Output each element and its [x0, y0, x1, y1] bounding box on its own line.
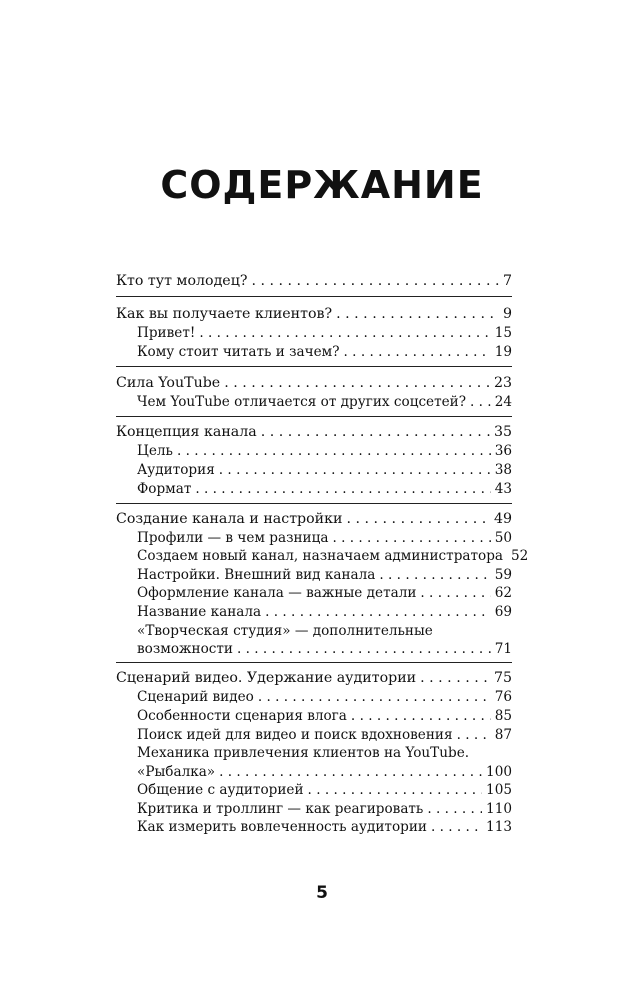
toc-page-number: 35 — [493, 424, 512, 440]
toc-section-title: Механика привлечения клиентов на YouTube. — [137, 745, 470, 761]
toc-section[interactable] — [137, 343, 512, 361]
dot-leader — [470, 393, 491, 411]
toc-section[interactable] — [137, 480, 512, 498]
toc-page-number: 76 — [494, 689, 512, 705]
toc-section[interactable] — [137, 529, 512, 547]
toc-section[interactable] — [137, 461, 512, 479]
toc-section-continued[interactable] — [137, 640, 512, 658]
toc-section[interactable] — [137, 818, 512, 836]
dot-leader — [420, 669, 490, 687]
dot-leader — [431, 818, 482, 836]
dot-leader — [261, 423, 490, 441]
toc-page-number: 85 — [494, 708, 512, 724]
toc-chapter-title: Сценарий видео. Удержание аудитории — [116, 670, 417, 686]
toc-section-title: Создаем новый канал, назначаем администратора — [137, 548, 504, 564]
toc-page-number: 23 — [493, 375, 512, 391]
toc-page-number: 69 — [494, 604, 512, 620]
dot-leader — [332, 529, 490, 547]
toc-chapter[interactable] — [116, 423, 512, 441]
toc-chapter[interactable] — [116, 669, 512, 687]
divider — [116, 366, 512, 367]
toc-page-number: 9 — [502, 306, 512, 322]
toc-page-number: 113 — [486, 819, 512, 835]
dot-leader — [224, 374, 490, 392]
toc-page-number: 43 — [494, 481, 512, 497]
dot-leader — [251, 272, 499, 290]
toc-section-title: Чем YouTube отличается от других соцсетей? — [137, 394, 467, 410]
dot-leader — [195, 480, 490, 498]
dot-leader — [265, 603, 491, 621]
toc-section-title: Название канала — [137, 604, 262, 620]
toc-section[interactable] — [137, 442, 512, 460]
toc-section[interactable] — [137, 707, 512, 725]
dot-leader — [457, 726, 491, 744]
toc-page-number: 100 — [486, 764, 512, 780]
toc-section[interactable] — [137, 744, 512, 762]
toc-page-number: 15 — [494, 325, 512, 341]
toc-section[interactable] — [137, 547, 529, 565]
page-title: СОДЕРЖАНИЕ — [160, 163, 484, 207]
toc-section-title: Кому стоит читать и зачем? — [137, 344, 340, 360]
toc-section[interactable] — [137, 566, 512, 584]
divider — [116, 503, 512, 504]
dot-leader — [351, 707, 491, 725]
toc-section-title: Аудитория — [137, 462, 215, 478]
toc-section-title: Профили — в чем разница — [137, 530, 329, 546]
toc-page-number: 36 — [494, 443, 512, 459]
toc-section-title: возможности — [137, 641, 233, 657]
toc-section-title: Формат — [137, 481, 192, 497]
toc-page-number: 7 — [502, 273, 512, 289]
toc-section[interactable] — [137, 781, 512, 799]
toc-section[interactable] — [137, 393, 512, 411]
toc-page-number: 105 — [486, 782, 512, 798]
dot-leader — [379, 566, 490, 584]
divider — [116, 296, 512, 297]
toc-section[interactable] — [137, 800, 512, 818]
toc-section-title: Поиск идей для видео и поиск вдохновения — [137, 727, 453, 743]
toc-section-title: Настройки. Внешний вид канала — [137, 567, 376, 583]
dot-leader — [344, 343, 491, 361]
dot-leader — [237, 640, 491, 658]
toc-page-number: 24 — [494, 394, 512, 410]
toc-section-title: Цель — [137, 443, 173, 459]
toc-page-number: 19 — [494, 344, 512, 360]
toc-page-number: 50 — [494, 530, 512, 546]
toc-section[interactable] — [137, 603, 512, 621]
toc-page-number: 59 — [494, 567, 512, 583]
toc-section-title: Как измерить вовлеченность аудитории — [137, 819, 427, 835]
divider — [116, 416, 512, 417]
toc-chapter[interactable] — [116, 305, 512, 323]
toc-page-number: 62 — [494, 585, 512, 601]
dot-leader — [336, 305, 499, 323]
toc-section-title: Привет! — [137, 325, 196, 341]
toc-page-number: 71 — [494, 641, 512, 657]
toc-section[interactable] — [137, 726, 512, 744]
toc-section-title: Общение с аудиторией — [137, 782, 304, 798]
divider — [116, 662, 512, 663]
dot-leader — [308, 781, 483, 799]
toc-section[interactable] — [137, 688, 512, 706]
toc-chapter-title: Сила YouTube — [116, 375, 221, 391]
dot-leader — [258, 688, 491, 706]
dot-leader — [420, 584, 490, 602]
dot-leader — [219, 461, 491, 479]
toc-page-number: 49 — [493, 511, 512, 527]
toc-chapter[interactable] — [116, 374, 512, 392]
toc-section[interactable] — [137, 324, 512, 342]
toc-page-number: 75 — [493, 670, 512, 686]
dot-leader — [199, 324, 490, 342]
toc-section-title: Критика и троллинг — как реагировать — [137, 801, 424, 817]
dot-leader — [346, 510, 489, 528]
toc-section[interactable] — [137, 584, 512, 602]
toc-page-number: 110 — [486, 801, 512, 817]
dot-leader — [427, 800, 482, 818]
toc-page-number: 87 — [494, 727, 512, 743]
toc-chapter-title: Как вы получаете клиентов? — [116, 306, 333, 322]
toc-section[interactable] — [137, 622, 512, 640]
toc-section-continued[interactable] — [137, 763, 512, 781]
toc-chapter-title: Концепция канала — [116, 424, 257, 440]
toc-chapter[interactable] — [116, 272, 512, 290]
toc-section-title: Оформление канала — важные детали — [137, 585, 417, 601]
toc-section-title: «Творческая студия» — дополнительные — [137, 623, 433, 639]
toc-page-number: 38 — [494, 462, 512, 478]
dot-leader — [177, 442, 491, 460]
toc-section-title: Сценарий видео — [137, 689, 254, 705]
toc-chapter-title: Кто тут молодец? — [116, 273, 248, 289]
dot-leader — [219, 763, 482, 781]
toc-chapter[interactable] — [116, 510, 512, 528]
toc-section-title: «Рыбалка» — [137, 764, 216, 780]
page-number: 5 — [316, 883, 328, 903]
toc-chapter-title: Создание канала и настройки — [116, 511, 343, 527]
toc-section-title: Особенности сценария влога — [137, 708, 347, 724]
toc-page-number: 52 — [511, 548, 529, 564]
